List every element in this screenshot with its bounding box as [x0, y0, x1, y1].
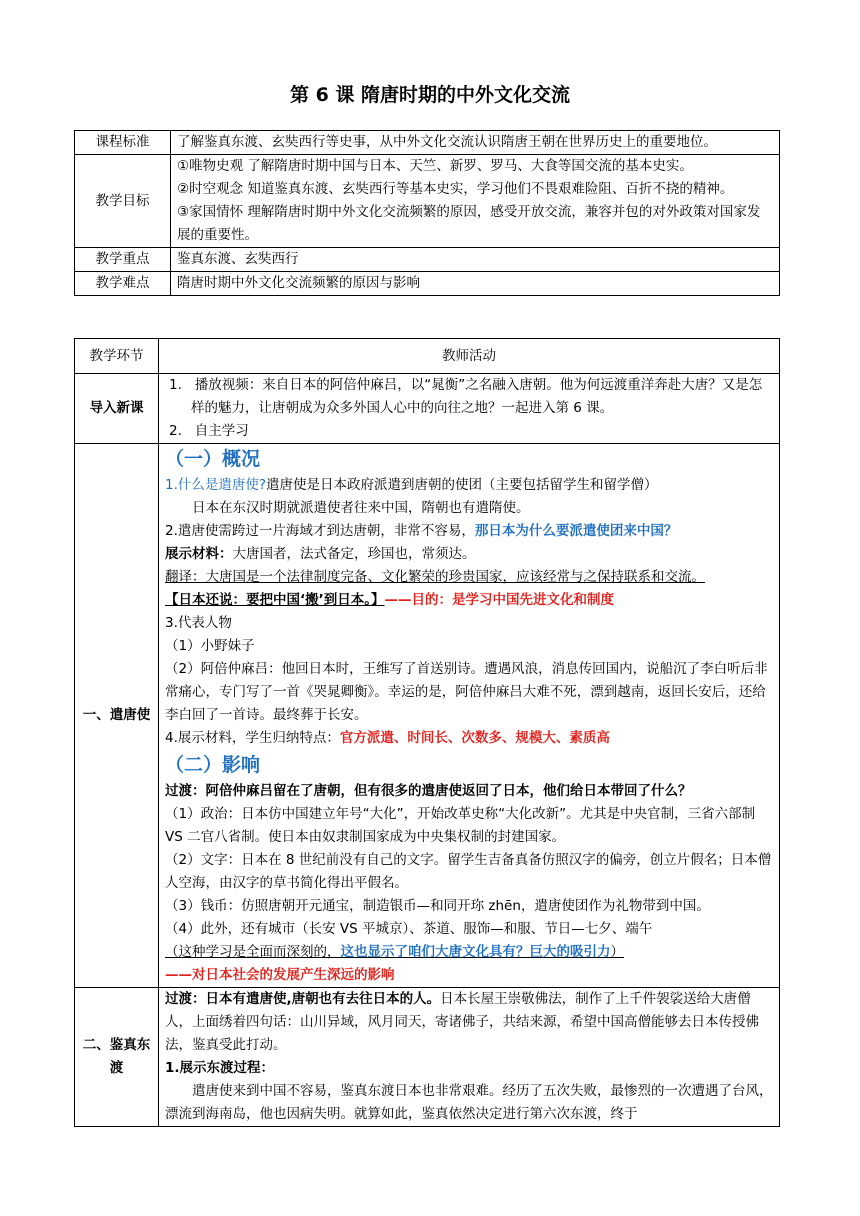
- goal-2: ②时空观念 知道鉴真东渡、玄奘西行等基本史实，学习他们不畏艰难险阻、百折不挠的精神。: [177, 181, 734, 197]
- envoy-cell: [159, 444, 780, 988]
- impact-2: （2）文字：日本在 8 世纪前没有自己的文字。留学生吉备真备仿照汉字的偏旁，创立片假名；日本僧人空海，由汉字的草书简化得出平假名。: [165, 852, 772, 891]
- point-4-text: 4.展示材料，学生归纳特点：: [165, 730, 340, 746]
- q1: [165, 474, 773, 497]
- difficult-text: 隋唐时期中外文化交流频繁的原因与影响: [171, 272, 780, 296]
- note-a: （这种学习是全面而深刻的，: [165, 944, 341, 960]
- jianzhen-transition: [165, 988, 773, 1057]
- material-text: 大唐国者，法式备定，珍国也，常须达。: [232, 546, 476, 562]
- key-text: 鉴真东渡、玄奘西行: [171, 248, 780, 272]
- purpose-text: ——目的：是学习中国先进文化和制度: [384, 592, 615, 608]
- impact-heading: （二）影响: [165, 754, 261, 776]
- impact-conclusion: ——对日本社会的发展产生深远的影响: [165, 967, 395, 983]
- lesson-table: [74, 338, 780, 1127]
- q1-continuation: 日本在东汉时期就派遣使者往来中国，隋朝也有遣隋使。: [192, 500, 530, 516]
- table-row: [75, 374, 780, 444]
- intro-label: 导入新课: [75, 374, 159, 444]
- note-highlight: 这也显示了咱们大唐文化具有？巨大的吸引力: [340, 944, 611, 960]
- col-header-stage: 教学环节: [75, 339, 159, 374]
- point-4: [165, 727, 773, 750]
- jianzhen-cell: [159, 988, 780, 1127]
- rep-title: 3.代表人物: [165, 615, 232, 631]
- impact-1: （1）政治：日本仿中国建立年号“大化”，开始改革史称“大化改新”。尤其是中央官制，三省六部制 VS 二官八省制。使日本由奴隶制国家成为中央集权制的封建国家。: [165, 806, 756, 845]
- impact-3: （3）钱币：仿照唐朝开元通宝，制造银币—和同开珎 zhēn，遣唐使团作为礼物带到中国。: [165, 898, 710, 914]
- q2: [165, 520, 773, 543]
- standard-text: 了解鉴真东渡、玄奘西行等史事，从中外文化交流认识隋唐王朝在世界历史上的重要地位。: [171, 131, 780, 155]
- japan-said-b: 把中国‘搬’到日本。】: [259, 592, 385, 608]
- rep-1: （1）小野妹子: [165, 638, 255, 654]
- key-label: 教学重点: [75, 248, 171, 272]
- difficult-label: 教学难点: [75, 272, 171, 296]
- translation: 翻译：大唐国是一个法律制度完备、文化繁荣的珍贵国家，应该经常与之保持联系和交流。: [165, 569, 705, 585]
- point-4-highlight: 官方派遣、时间长、次数多、规模大、素质高: [339, 730, 610, 746]
- material: [165, 543, 773, 566]
- goals-cell: [171, 155, 780, 248]
- table-row: [75, 131, 780, 155]
- jianzhen-point-1-text: 遣唐使来到中国不容易，鉴真东渡日本也非常艰难。经历了五次失败，最惨烈的一次遭遇了台风，漂流到海南岛，他也因病失明。就算如此，鉴真依然决定进行第六次东渡，终于: [165, 1083, 773, 1122]
- jianzhen-label: 二、鉴真东渡: [75, 988, 159, 1127]
- page-title: 第 6 课 隋唐时期的中外文化交流: [289, 84, 571, 106]
- japan-said-a: 【日本还说：要: [165, 592, 260, 608]
- list-text: 播放视频：来自日本的阿倍仲麻吕，以“晁衡”之名融入唐朝。他为何远渡重洋奔赴大唐？又是怎样的魅力，让唐朝成为众多外国人心中的向往之地？一起进入第 6 课。: [191, 377, 763, 416]
- material-label: 展示材料：: [165, 546, 233, 562]
- q1-question: 1.什么是遣唐使?: [165, 477, 267, 493]
- goal-1: ①唯物史观 了解隋唐时期中国与日本、天竺、新罗、罗马、大食等国交流的基本史实。: [177, 158, 693, 174]
- purpose-line: [165, 589, 773, 612]
- q2-question: 那日本为什么要派遣使团来中国？: [474, 523, 678, 539]
- note-b: ）: [610, 944, 624, 960]
- overview-heading: （一）概况: [165, 448, 261, 470]
- table-row: [75, 272, 780, 296]
- impact-transition: 过渡：阿倍仲麻吕留在了唐朝，但有很多的遣唐使返回了日本，他们给日本带回了什么？: [165, 783, 692, 799]
- list-number: 1.: [169, 377, 182, 393]
- standard-label: 课程标准: [75, 131, 171, 155]
- q1-answer: 遣唐使是日本政府派遣到唐朝的使团（主要包括留学生和留学僧）: [266, 477, 658, 493]
- intro-item-2: [165, 420, 773, 443]
- table-row: [75, 444, 780, 988]
- col-header-activity: 教师活动: [159, 339, 780, 374]
- intro-cell: [159, 374, 780, 444]
- list-number: 2.: [169, 423, 182, 439]
- impact-note: [165, 941, 773, 964]
- table-row: [75, 248, 780, 272]
- intro-item-1: [165, 374, 773, 420]
- transition-bold: 过渡：日本有遣唐使,唐朝也有去往日本的人。: [165, 991, 441, 1007]
- table-header-row: [75, 339, 780, 374]
- goals-label: 教学目标: [75, 155, 171, 248]
- q2-text: 2.遣唐使需跨过一片海域才到达唐朝，非常不容易，: [165, 523, 475, 539]
- table-row: [75, 155, 780, 248]
- goal-3: ③家国情怀 理解隋唐时期中外文化交流频繁的原因，感受开放交流，兼容并包的对外政策对国家发展的重要性。: [177, 204, 761, 243]
- transition-text: 日本长屋王崇敬佛法，制作了上千件袈裟送给大唐僧人，上面绣着四句话：山川异域，风月同天，寄诸佛子，共结来源，希望中国高僧能够去日本传授佛法，鉴真受此打动。: [165, 991, 759, 1053]
- list-text: 自主学习: [194, 423, 249, 439]
- jianzhen-point-1: 1.展示东渡过程：: [165, 1060, 275, 1076]
- table-row: [75, 988, 780, 1127]
- info-table: [74, 130, 780, 296]
- impact-4: （4）此外，还有城市（长安 VS 平城京）、茶道、服饰—和服、节日—七夕、端午: [165, 921, 653, 937]
- envoy-label: 一、遣唐使: [75, 444, 159, 988]
- rep-2: （2）阿倍仲麻吕：他回日本时，王维写了首送别诗。遭遇风浪，消息传回国内，说船沉了李白听后非常痛心，专门写了一首《哭晁卿衡》。幸运的是，阿倍仲麻吕大难不死，漂到越南，返回长安后，还给李白回了一首诗。最终葬于长安。: [165, 661, 768, 723]
